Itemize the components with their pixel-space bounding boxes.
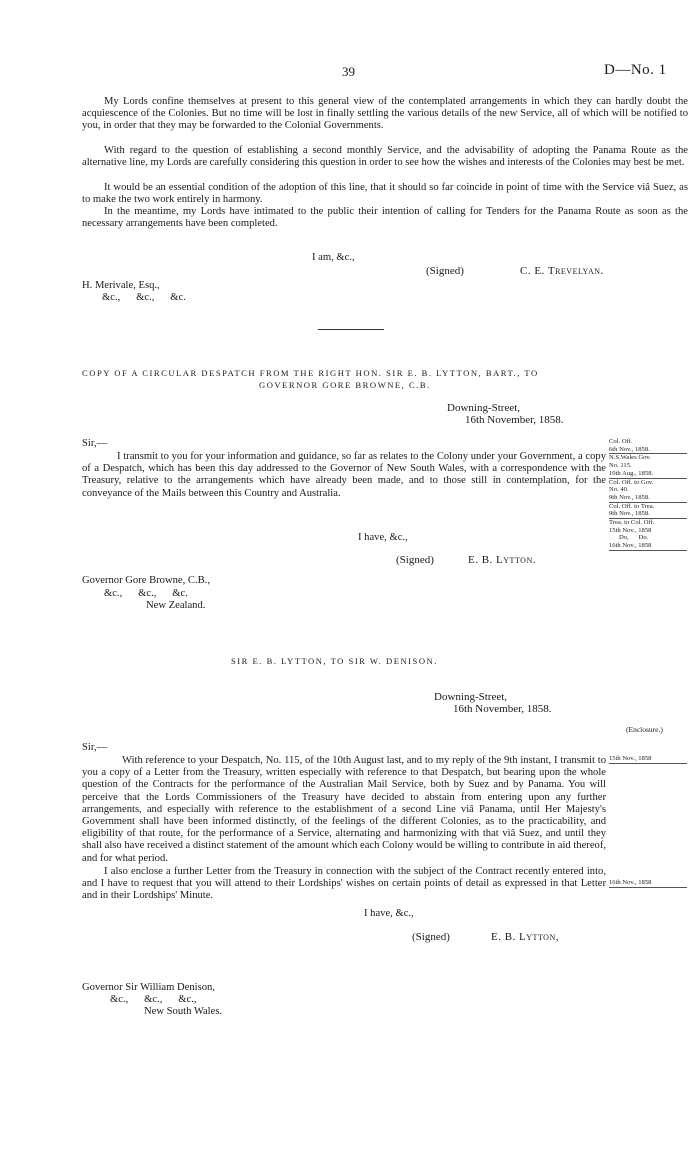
addressee: H. Merivale, Esq., (82, 280, 160, 291)
place: Downing-Street, (434, 691, 508, 703)
margin-notes: Col. Off. 6th Nov., 1858. N.S.Wales Gov. No. 115. 10th Aug., 1858. Col. Off. to Gov. No. 40. 9th Nov., 1858. Col. Off. to Trea. 9th Nov., 1858. Trea. to Col. Off. 15th Nov., 1858 Do, Do. 16th Nov., 1858 (609, 438, 687, 551)
despatch-heading: SIR E. B. LYTTON, TO SIR W. DENISON. (231, 656, 438, 666)
addressee: Governor Sir William Denison, (82, 982, 215, 993)
addressee-etc: &c., &c., &c. (104, 588, 188, 599)
document-id: D—No. 1 (604, 62, 667, 78)
divider (318, 329, 384, 330)
enclosure-label: (Enclosure.) (626, 725, 663, 734)
paragraph: I transmit to you for your information and guidance, so far as relates to the Colony under your Government, a copy of a Despatch, which has been this day addressed to the Governor of New South Wales, with a correspondence with the Treasury, relative to the arrangements which have already been made, and to those still in contemplation, for the conveyance of the Mails between this Country and Australia. (82, 451, 606, 499)
date: 16th November, 1858. (453, 703, 552, 715)
despatch-heading-line2: GOVERNOR GORE BROWNE, C.B. (259, 380, 431, 390)
addressee: Governor Gore Browne, C.B., (82, 575, 210, 586)
signatory: E. B. Lytton, (491, 931, 559, 943)
paragraph: With reference to your Despatch, No. 115, of the 10th August last, and to my reply of the 9th instant, I transmit to you a copy of a Letter from the Treasury, written especially with reference to that Despatch, but bearing upon the whole question of the Contracts for the performance of the Australian Mail Service, both by Suez and by Panama. You will perceive that the Lords Commissioners of the Treasury have decided to abstain from entering upon any further arrangements, and especially with reference to the establishment of a second Line viâ Panama, until Her Majesty's Government shall have been informed distinctly, of the feelings of the different Colonies, as to the practicability, and eligibility of that route, for the performance of a Service, alternating and harmonizing with that viâ Suez, and until they shall also have received a distinct statement of the amount which each Colony would be willing to contribute in aid thereof, and for what period. (82, 755, 606, 864)
addressee-etc: &c., &c., &c., (110, 994, 197, 1005)
addressee-place: New Zealand. (146, 600, 206, 611)
page-number: 39 (342, 64, 355, 79)
closing: I am, &c., (312, 252, 355, 263)
paragraph: I also enclose a further Letter from the Treasury in connection with the subject of the Contract recently entered into, and I have to request that you will attend to their Lordships' wishes on certain points of detail as expressed in that Letter and in their Lordships' Minute. (82, 866, 606, 902)
date: 16th November, 1858. (465, 414, 564, 426)
paragraph: In the meantime, my Lords have intimated to the public their intention of calling for Tenders for the Panama Route as soon as the necessary arrangements have been completed. (82, 206, 688, 230)
closing: I have, &c., (358, 532, 408, 543)
margin-note: 16th Nov., 1858 (609, 879, 687, 888)
place: Downing-Street, (447, 402, 521, 414)
paragraph: It would be an essential condition of the adoption of this line, that it should so far coincide in point of time with the Service viâ Suez, as to make the two work entirely in harmony. (82, 182, 688, 206)
paragraph: With regard to the question of establishing a second monthly Service, and the advisability of adopting the Panama Route as the alternative line, my Lords are carefully considering this question in order to see how the wishes and interests of the Colonies may best be met. (82, 145, 688, 169)
addressee-place: New South Wales. (144, 1006, 223, 1017)
addressee-etc: &c., &c., &c. (102, 292, 186, 303)
signed-label: (Signed) (426, 265, 464, 277)
paragraph: My Lords confine themselves at present to this general view of the contemplated arrangements in which they can hardly doubt the acquiescence of the Colonies. But no time will be lost in finally settling the various details of the new Service, all of which will be notified to you, in order that they may be forwarded to the Colonial Governments. (82, 96, 688, 132)
signatory: E. B. Lytton. (468, 554, 536, 566)
margin-note: 15th Nov., 1858 (609, 755, 687, 764)
despatch-heading: COPY OF A CIRCULAR DESPATCH FROM THE RIGHT HON. SIR E. B. LYTTON, BART., TO (82, 368, 539, 378)
closing: I have, &c., (364, 908, 414, 919)
signed-label: (Signed) (412, 931, 450, 943)
signatory: C. E. Trevelyan. (520, 265, 604, 277)
salutation: Sir,— (82, 438, 108, 449)
signed-label: (Signed) (396, 554, 434, 566)
salutation: Sir,— (82, 742, 108, 753)
